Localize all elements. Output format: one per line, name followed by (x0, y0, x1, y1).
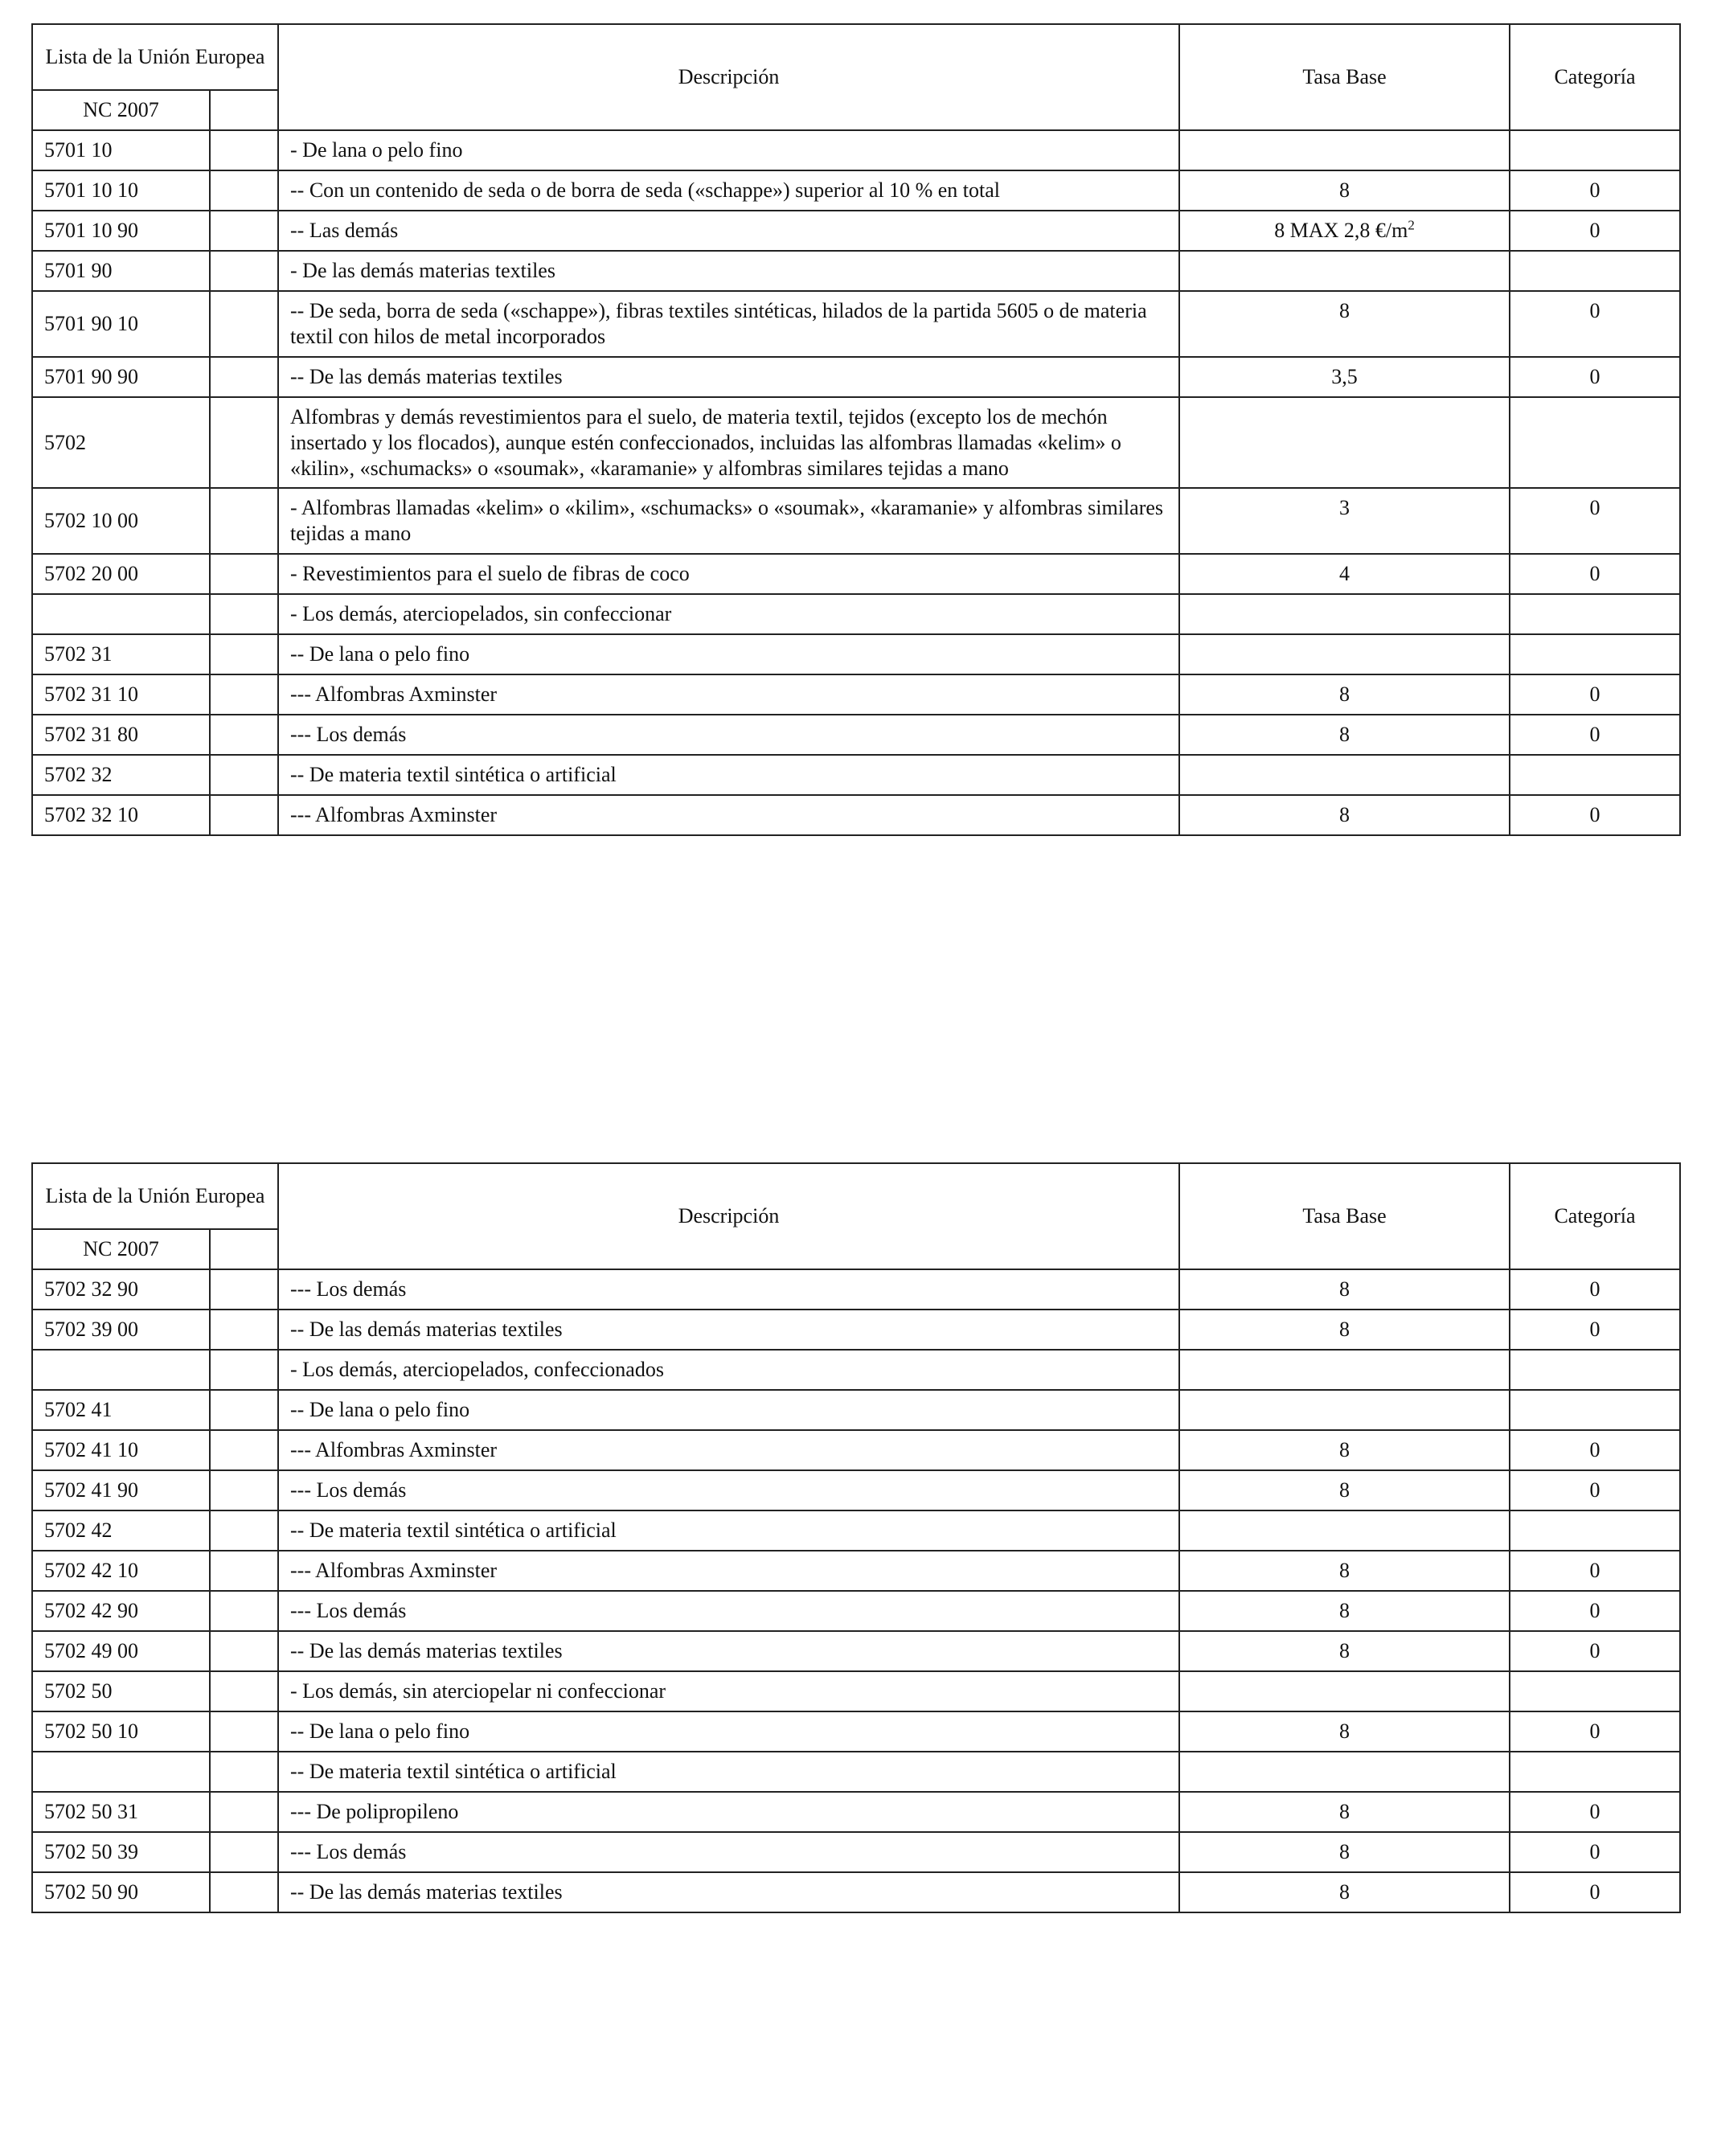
header-list: Lista de la Unión Europea (32, 24, 278, 90)
header-list: Lista de la Unión Europea (32, 1163, 278, 1229)
row-rate (1179, 755, 1510, 795)
table-row (32, 488, 1680, 554)
row-category: 0 (1510, 674, 1680, 715)
row-category: 0 (1510, 1792, 1680, 1832)
row-category: 0 (1510, 1551, 1680, 1591)
row-code: 5702 32 90 (32, 1269, 210, 1310)
tariff-table-1 (31, 23, 1681, 836)
row-code: 5702 39 00 (32, 1310, 210, 1350)
row-category (1510, 1350, 1680, 1390)
row-category: 0 (1510, 488, 1680, 554)
row-description: - Los demás, aterciopelados, confeccionados (278, 1350, 1179, 1390)
row-category (1510, 1752, 1680, 1792)
row-category: 0 (1510, 1591, 1680, 1631)
row-description: --- Alfombras Axminster (278, 1551, 1179, 1591)
tariff-table-2 (31, 1162, 1681, 1913)
row-rate (1179, 594, 1510, 634)
row-category (1510, 594, 1680, 634)
row-category: 0 (1510, 554, 1680, 594)
table-row (32, 1350, 1680, 1390)
row-category: 0 (1510, 715, 1680, 755)
row-rate (1179, 251, 1510, 291)
row-description: - Alfombras llamadas «kelim» o «kilim», «schumacks» o «soumak», «karamanie» y alfombras similares tejidas a mano (278, 488, 1179, 554)
row-blank (210, 1470, 278, 1510)
row-code: 5701 10 (32, 130, 210, 170)
row-rate: 8 (1179, 1551, 1510, 1591)
table-row (32, 1872, 1680, 1912)
header-blank (210, 90, 278, 130)
row-blank (210, 130, 278, 170)
table-row (32, 211, 1680, 251)
table-row (32, 397, 1680, 488)
rate-text: 8 MAX 2,8 €/m (1274, 219, 1408, 242)
row-rate: 8 (1179, 1832, 1510, 1872)
row-category: 0 (1510, 1470, 1680, 1510)
row-code: 5702 50 90 (32, 1872, 210, 1912)
row-rate: 8 (1179, 1470, 1510, 1510)
row-description: -- Con un contenido de seda o de borra de seda («schappe») superior al 10 % en total (278, 170, 1179, 211)
row-description: --- De polipropileno (278, 1792, 1179, 1832)
header-rate: Tasa Base (1179, 1163, 1510, 1269)
row-blank (210, 1430, 278, 1470)
table-row (32, 1390, 1680, 1430)
row-code: 5702 41 (32, 1390, 210, 1430)
row-rate: 8 (1179, 1591, 1510, 1631)
row-blank (210, 1390, 278, 1430)
row-blank (210, 1350, 278, 1390)
row-code: 5702 (32, 397, 210, 488)
row-blank (210, 1551, 278, 1591)
header-description: Descripción (278, 1163, 1179, 1269)
row-description: -- De las demás materias textiles (278, 1872, 1179, 1912)
row-category: 0 (1510, 170, 1680, 211)
row-category (1510, 251, 1680, 291)
table-row (32, 594, 1680, 634)
row-blank (210, 1671, 278, 1711)
row-description: --- Los demás (278, 715, 1179, 755)
row-category: 0 (1510, 795, 1680, 835)
row-code: 5702 20 00 (32, 554, 210, 594)
table-row (32, 1711, 1680, 1752)
row-rate (1179, 397, 1510, 488)
row-rate: 8 (1179, 674, 1510, 715)
row-code: 5702 31 80 (32, 715, 210, 755)
row-rate (1179, 1671, 1510, 1711)
row-blank (210, 1792, 278, 1832)
table-row (32, 1430, 1680, 1470)
row-description: - Revestimientos para el suelo de fibras de coco (278, 554, 1179, 594)
table-row (32, 291, 1680, 357)
header-category: Categoría (1510, 24, 1680, 130)
row-rate: 3,5 (1179, 357, 1510, 397)
row-rate: 3 (1179, 488, 1510, 554)
row-category (1510, 1510, 1680, 1551)
header-nc: NC 2007 (32, 90, 210, 130)
row-code: 5702 42 10 (32, 1551, 210, 1591)
row-code: 5702 41 10 (32, 1430, 210, 1470)
row-blank (210, 1510, 278, 1551)
row-blank (210, 1752, 278, 1792)
row-description: - De lana o pelo fino (278, 130, 1179, 170)
row-rate (1179, 1510, 1510, 1551)
row-code: 5702 32 10 (32, 795, 210, 835)
row-category: 0 (1510, 1832, 1680, 1872)
row-code: 5702 32 (32, 755, 210, 795)
rate-superscript: 2 (1408, 217, 1415, 233)
row-description: - De las demás materias textiles (278, 251, 1179, 291)
row-rate (1179, 211, 1510, 251)
row-description: -- De lana o pelo fino (278, 1390, 1179, 1430)
row-rate (1179, 1350, 1510, 1390)
row-code: 5702 50 31 (32, 1792, 210, 1832)
row-rate: 8 (1179, 795, 1510, 835)
row-blank (210, 795, 278, 835)
row-description: -- De las demás materias textiles (278, 1631, 1179, 1671)
row-blank (210, 397, 278, 488)
row-rate (1179, 130, 1510, 170)
table-row (32, 170, 1680, 211)
table-row (32, 1551, 1680, 1591)
row-blank (210, 1631, 278, 1671)
row-code: 5701 90 (32, 251, 210, 291)
row-code: 5701 90 90 (32, 357, 210, 397)
row-rate (1179, 634, 1510, 674)
row-code: 5702 41 90 (32, 1470, 210, 1510)
table-row (32, 795, 1680, 835)
row-description: --- Alfombras Axminster (278, 674, 1179, 715)
table-row (32, 1631, 1680, 1671)
row-code: 5702 42 90 (32, 1591, 210, 1631)
row-rate (1179, 1752, 1510, 1792)
row-code (32, 1752, 210, 1792)
row-blank (210, 211, 278, 251)
row-category: 0 (1510, 1430, 1680, 1470)
row-blank (210, 488, 278, 554)
row-description: --- Los demás (278, 1269, 1179, 1310)
row-category (1510, 634, 1680, 674)
table-row (32, 1792, 1680, 1832)
row-blank (210, 1591, 278, 1631)
row-category (1510, 755, 1680, 795)
table-row (32, 1310, 1680, 1350)
row-rate: 8 (1179, 1711, 1510, 1752)
row-blank (210, 1872, 278, 1912)
row-blank (210, 634, 278, 674)
row-category: 0 (1510, 291, 1680, 357)
row-category (1510, 1390, 1680, 1430)
row-category: 0 (1510, 1310, 1680, 1350)
table-row (32, 715, 1680, 755)
row-blank (210, 251, 278, 291)
row-category: 0 (1510, 1631, 1680, 1671)
row-blank (210, 1269, 278, 1310)
table-row (32, 1752, 1680, 1792)
row-code: 5702 42 (32, 1510, 210, 1551)
header-blank (210, 1229, 278, 1269)
row-description: - Los demás, aterciopelados, sin confeccionar (278, 594, 1179, 634)
row-rate: 8 (1179, 291, 1510, 357)
row-blank (210, 674, 278, 715)
row-description: Alfombras y demás revestimientos para el suelo, de materia textil, tejidos (excepto los de mechón insertado y los flocados), aunque estén confeccionados, incluidas las alfombras llamadas «kelim» o «kilin», «schumacks» o «soumak», «karamanie» y alfombras similares tejidas a mano (278, 397, 1179, 488)
row-rate: 8 (1179, 1430, 1510, 1470)
row-rate: 8 (1179, 170, 1510, 211)
header-description: Descripción (278, 24, 1179, 130)
row-rate: 8 (1179, 1631, 1510, 1671)
header-nc: NC 2007 (32, 1229, 210, 1269)
row-code: 5701 10 90 (32, 211, 210, 251)
header-rate: Tasa Base (1179, 24, 1510, 130)
table-row (32, 1591, 1680, 1631)
row-blank (210, 554, 278, 594)
row-blank (210, 1832, 278, 1872)
row-description: -- Las demás (278, 211, 1179, 251)
row-rate: 8 (1179, 1792, 1510, 1832)
row-code: 5702 50 (32, 1671, 210, 1711)
row-rate: 8 (1179, 1872, 1510, 1912)
row-category (1510, 1671, 1680, 1711)
row-description: -- De lana o pelo fino (278, 1711, 1179, 1752)
row-code: 5701 10 10 (32, 170, 210, 211)
row-rate: 8 (1179, 715, 1510, 755)
row-rate: 4 (1179, 554, 1510, 594)
row-code: 5702 50 39 (32, 1832, 210, 1872)
row-category: 0 (1510, 1269, 1680, 1310)
row-description: -- De las demás materias textiles (278, 1310, 1179, 1350)
row-code: 5702 49 00 (32, 1631, 210, 1671)
row-code: 5702 31 10 (32, 674, 210, 715)
row-rate: 8 (1179, 1310, 1510, 1350)
row-description: --- Alfombras Axminster (278, 795, 1179, 835)
row-description: --- Los demás (278, 1832, 1179, 1872)
row-description: -- De lana o pelo fino (278, 634, 1179, 674)
table-row (32, 1510, 1680, 1551)
row-description: -- De materia textil sintética o artificial (278, 755, 1179, 795)
row-category: 0 (1510, 211, 1680, 251)
row-category (1510, 130, 1680, 170)
table-row (32, 634, 1680, 674)
row-description: --- Alfombras Axminster (278, 1430, 1179, 1470)
row-blank (210, 1711, 278, 1752)
row-blank (210, 715, 278, 755)
table-row (32, 1269, 1680, 1310)
table-row (32, 674, 1680, 715)
row-blank (210, 755, 278, 795)
row-rate: 8 (1179, 1269, 1510, 1310)
row-code: 5702 31 (32, 634, 210, 674)
row-description: --- Los demás (278, 1591, 1179, 1631)
table-row (32, 251, 1680, 291)
row-description: -- De las demás materias textiles (278, 357, 1179, 397)
table-row (32, 130, 1680, 170)
row-code (32, 1350, 210, 1390)
row-description: -- De materia textil sintética o artificial (278, 1510, 1179, 1551)
row-description: -- De seda, borra de seda («schappe»), fibras textiles sintéticas, hilados de la partida 5605 o de materia textil con hilos de metal incorporados (278, 291, 1179, 357)
row-description: -- De materia textil sintética o artificial (278, 1752, 1179, 1792)
row-blank (210, 1310, 278, 1350)
row-blank (210, 291, 278, 357)
table-row (32, 554, 1680, 594)
row-category (1510, 397, 1680, 488)
row-code: 5701 90 10 (32, 291, 210, 357)
row-code (32, 594, 210, 634)
row-description: --- Los demás (278, 1470, 1179, 1510)
row-description: - Los demás, sin aterciopelar ni confeccionar (278, 1671, 1179, 1711)
row-rate (1179, 1390, 1510, 1430)
row-category: 0 (1510, 357, 1680, 397)
row-category: 0 (1510, 1872, 1680, 1912)
row-code: 5702 50 10 (32, 1711, 210, 1752)
table-row (32, 1671, 1680, 1711)
table-row (32, 357, 1680, 397)
row-blank (210, 170, 278, 211)
row-category: 0 (1510, 1711, 1680, 1752)
table-row (32, 1470, 1680, 1510)
table-row (32, 1832, 1680, 1872)
table-row (32, 755, 1680, 795)
header-category: Categoría (1510, 1163, 1680, 1269)
row-code: 5702 10 00 (32, 488, 210, 554)
row-blank (210, 357, 278, 397)
row-blank (210, 594, 278, 634)
